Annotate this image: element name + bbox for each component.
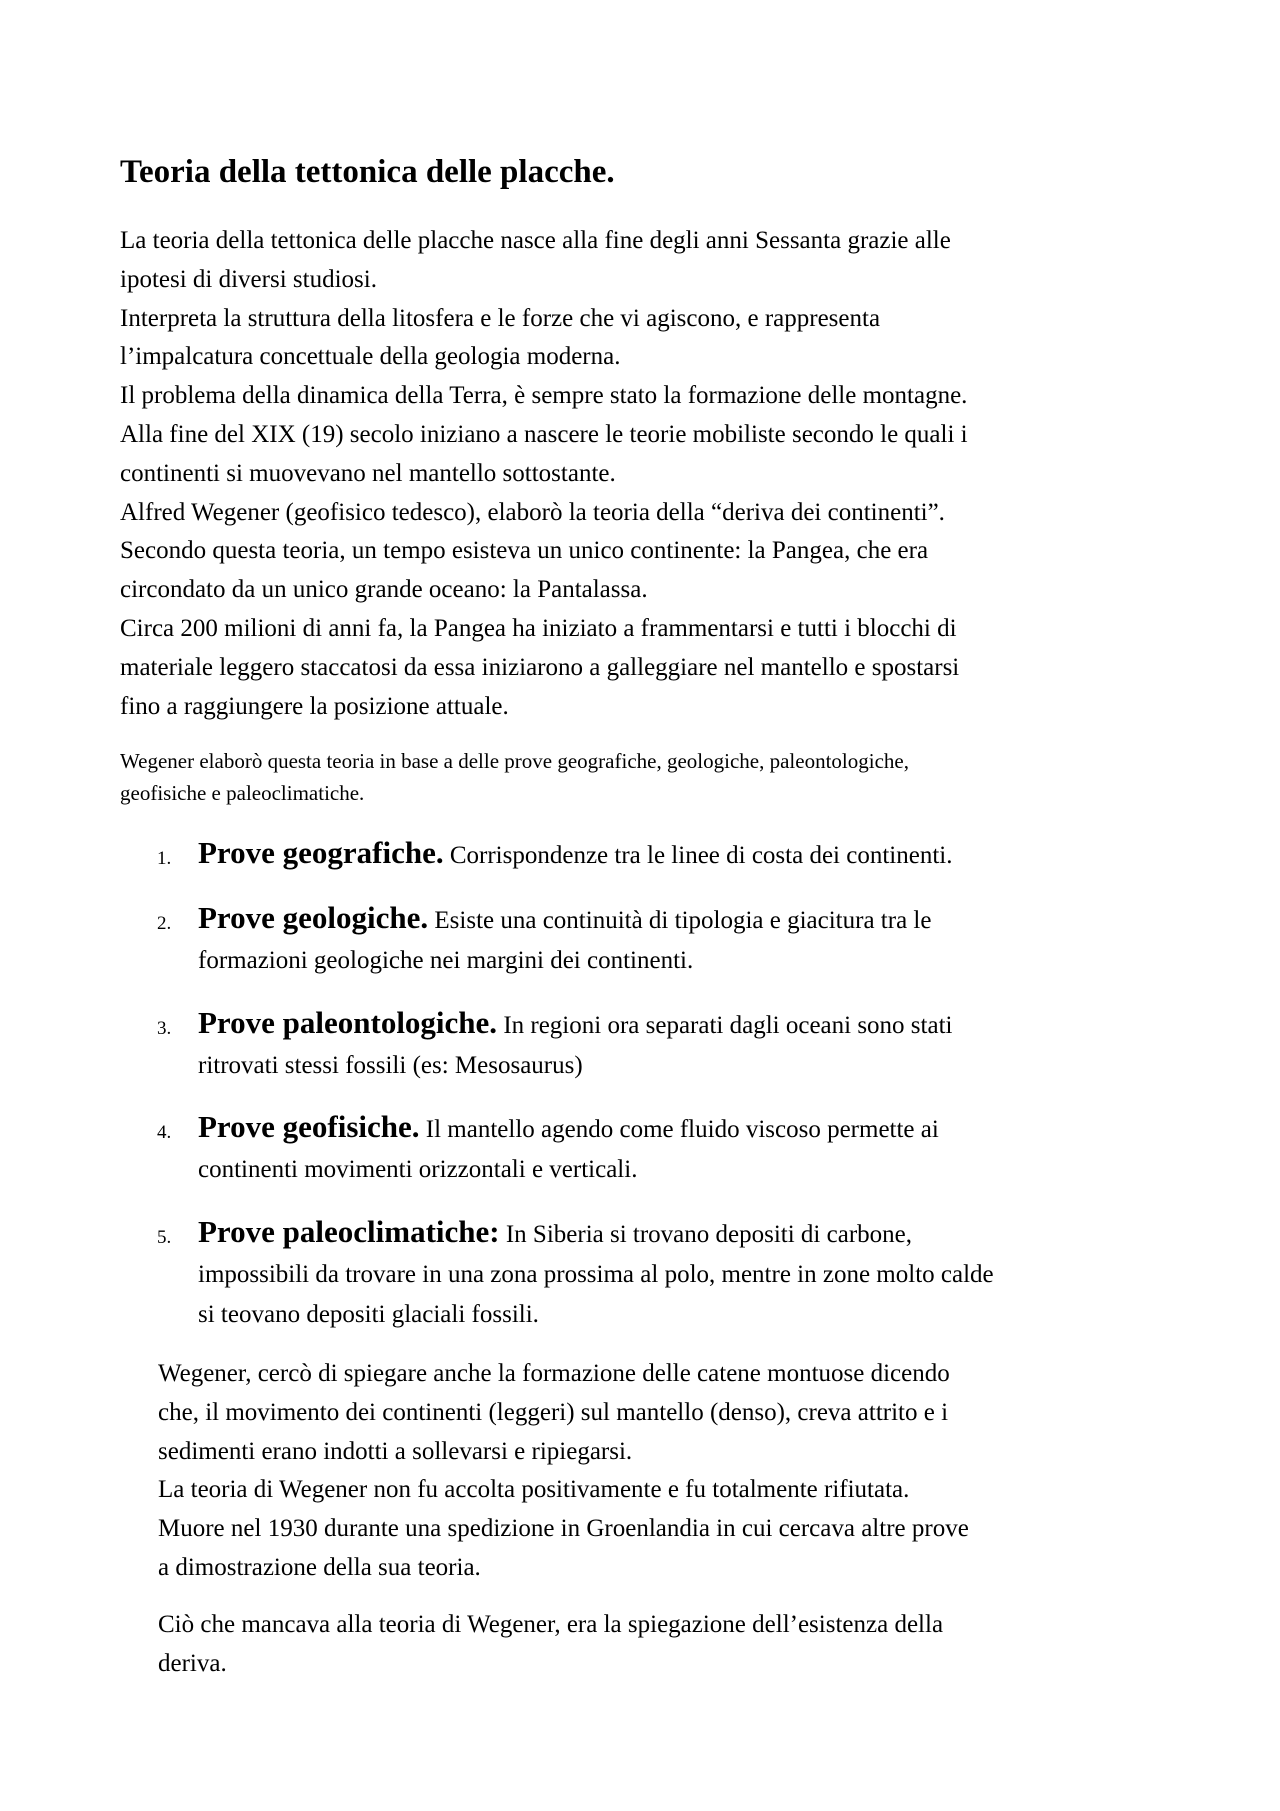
list-item-text [198, 1107, 1198, 1190]
text-line: Il problema della dinamica della Terra, è sempre stato la formazione delle montagne. [120, 382, 968, 410]
text-line: deriva. [158, 1649, 227, 1677]
list-item-title: Prove geofisiche. [198, 1109, 420, 1144]
text-line: ipotesi di diversi studiosi. [120, 265, 377, 293]
list-number: 4. [157, 1122, 172, 1143]
text-line: Secondo questa teoria, un tempo esisteva un unico continente: la Pangea, che era [120, 537, 929, 565]
closing-paragraph [158, 1355, 1198, 1588]
text-line: La teoria di Wegener non fu accolta positivamente e fu totalmente rifiutata. [158, 1476, 910, 1504]
text-line: Interpreta la struttura della litosfera e le forze che vi agiscono, e rappresenta [120, 304, 881, 332]
list-item-description: impossibili da trovare in una zona prossima al polo, mentre in zone molto calde [198, 1261, 994, 1288]
list-item-text [198, 1003, 1198, 1086]
text-line: sedimenti erano indotti a sollevarsi e ripiegarsi. [158, 1437, 633, 1465]
list-item-title: Prove paleontologiche. [198, 1005, 498, 1040]
text-line: Alfred Wegener (geofisico tedesco), elaborò la teoria della “deriva dei continenti”. [120, 498, 945, 526]
text-line: a dimostrazione della sua teoria. [158, 1553, 481, 1581]
list-item-description: Corrispondenze tra le linee di costa dei continenti. [443, 842, 953, 869]
list-number: 2. [157, 913, 172, 934]
page-title: Teoria della tettonica delle placche. [120, 154, 615, 190]
text-line: l’impalcatura concettuale della geologia moderna. [120, 343, 621, 371]
text-line: La teoria della tettonica delle placche nasce alla fine degli anni Sessanta grazie alle [120, 227, 951, 254]
final-paragraph [158, 1606, 1198, 1684]
text-line: Muore nel 1930 durante una spedizione in Groenlandia in cui cercava altre prove [158, 1515, 969, 1543]
list-number: 1. [157, 848, 172, 869]
list-number: 5. [157, 1227, 172, 1248]
list-item-description: continenti movimenti orizzontali e verticali. [198, 1156, 638, 1183]
list-item-text [198, 833, 1198, 876]
list-item-description: Il mantello agendo come fluido viscoso permette ai [419, 1116, 939, 1143]
text-line: Alla fine del XIX (19) secolo iniziano a nascere le teorie mobiliste secondo le quali i [120, 420, 968, 448]
list-item-description: In regioni ora separati dagli oceani sono stati [497, 1012, 953, 1039]
intro-paragraph [120, 222, 1180, 726]
list-number: 3. [157, 1018, 172, 1039]
text-line: Wegener, cercò di spiegare anche la formazione delle catene montuose dicendo [158, 1360, 950, 1387]
text-line: Circa 200 milioni di anni fa, la Pangea ha iniziato a frammentarsi e tutti i blocchi di [120, 614, 957, 642]
text-line: Wegener elaborò questa teoria in base a delle prove geografiche, geologiche, paleontologiche, [120, 749, 909, 773]
list-item-description: si teovano depositi glaciali fossili. [198, 1301, 539, 1328]
list-item-title: Prove geografiche. [198, 835, 444, 870]
list-item-description: formazioni geologiche nei margini dei continenti. [198, 947, 694, 974]
list-item-text [198, 898, 1198, 981]
text-line: circondato da un unico grande oceano: la Pantalassa. [120, 576, 648, 604]
list-item-text [198, 1212, 1198, 1335]
list-item-description: Esiste una continuità di tipologia e giacitura tra le [428, 907, 932, 934]
list-item-title: Prove paleoclimatiche: [198, 1214, 500, 1249]
list-item-description: ritrovati stessi fossili (es: Mesosaurus) [198, 1052, 583, 1079]
list-item-description: In Siberia si trovano depositi di carbone, [499, 1221, 912, 1248]
text-line: Ciò che mancava alla teoria di Wegener, era la spiegazione dell’esistenza della [158, 1611, 944, 1638]
text-line: materiale leggero staccatosi da essa iniziarono a galleggiare nel mantello e spostarsi [120, 653, 960, 681]
text-line: geofisiche e paleoclimatiche. [120, 781, 365, 805]
text-line: che, il movimento dei continenti (leggeri) sul mantello (denso), creva attrito e i [158, 1398, 949, 1426]
evidence-intro-paragraph [120, 745, 1180, 809]
list-item-title: Prove geologiche. [198, 900, 429, 935]
text-line: fino a raggiungere la posizione attuale. [120, 692, 509, 720]
text-line: continenti si muovevano nel mantello sottostante. [120, 459, 616, 487]
